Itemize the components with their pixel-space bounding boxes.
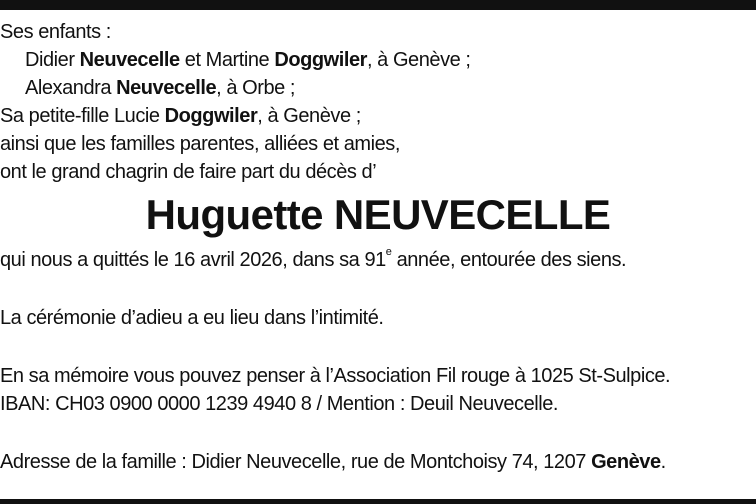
address-line bbox=[0, 448, 756, 476]
address-end: . bbox=[660, 451, 666, 473]
death-notice bbox=[0, 18, 756, 476]
child-line-alexandra bbox=[0, 74, 756, 102]
passing-line bbox=[0, 246, 756, 274]
grandchild-last-name: Doggwiler bbox=[164, 105, 258, 127]
deceased-name: Huguette NEUVECELLE bbox=[145, 191, 611, 238]
memory-line: En sa mémoire vous pouvez penser à l’Association Fil rouge à 1025 St-Sulpice. bbox=[0, 365, 671, 387]
child-line-didier bbox=[0, 46, 756, 74]
address-text: Adresse de la famille : Didier Neuvecelle, rue de Montchoisy 74, 1207 bbox=[0, 451, 592, 473]
child-place: , à Orbe ; bbox=[216, 77, 296, 99]
child-first-name: Didier bbox=[25, 49, 75, 71]
spouse-last-name: Doggwiler bbox=[274, 49, 367, 71]
address-city: Genève bbox=[591, 451, 661, 473]
spouse-connector: et Martine bbox=[184, 49, 270, 71]
iban-line: IBAN: CH03 0900 0000 1239 4940 8 / Mention : Deuil Neuvecelle. bbox=[0, 393, 559, 415]
bottom-border-rule bbox=[0, 499, 756, 504]
spacer bbox=[0, 332, 756, 362]
spacer bbox=[0, 274, 756, 304]
child-last-name: Neuvecelle bbox=[79, 49, 180, 71]
families-line: ainsi que les familles parentes, alliées et amies, bbox=[0, 133, 400, 155]
child-place: , à Genève ; bbox=[366, 49, 471, 71]
ceremony-line: La cérémonie d’adieu a eu lieu dans l’intimité. bbox=[0, 307, 384, 329]
child-last-name: Neuvecelle bbox=[116, 77, 217, 99]
passing-text-before: qui nous a quittés le 16 avril 2026, dans sa 91 bbox=[0, 249, 386, 271]
ordinal-superscript: e bbox=[385, 246, 392, 258]
children-heading: Ses enfants : bbox=[0, 21, 111, 43]
announcement-line: ont le grand chagrin de faire part du décès d’ bbox=[0, 161, 377, 183]
passing-text-after: année, entourée des siens. bbox=[391, 249, 627, 271]
top-border-rule bbox=[0, 0, 756, 10]
grandchild-prefix: Sa petite-fille Lucie bbox=[0, 105, 160, 127]
grandchild-line bbox=[0, 102, 756, 130]
grandchild-place: , à Genève ; bbox=[257, 105, 361, 127]
child-first-name: Alexandra bbox=[25, 77, 112, 99]
spacer bbox=[0, 418, 756, 448]
